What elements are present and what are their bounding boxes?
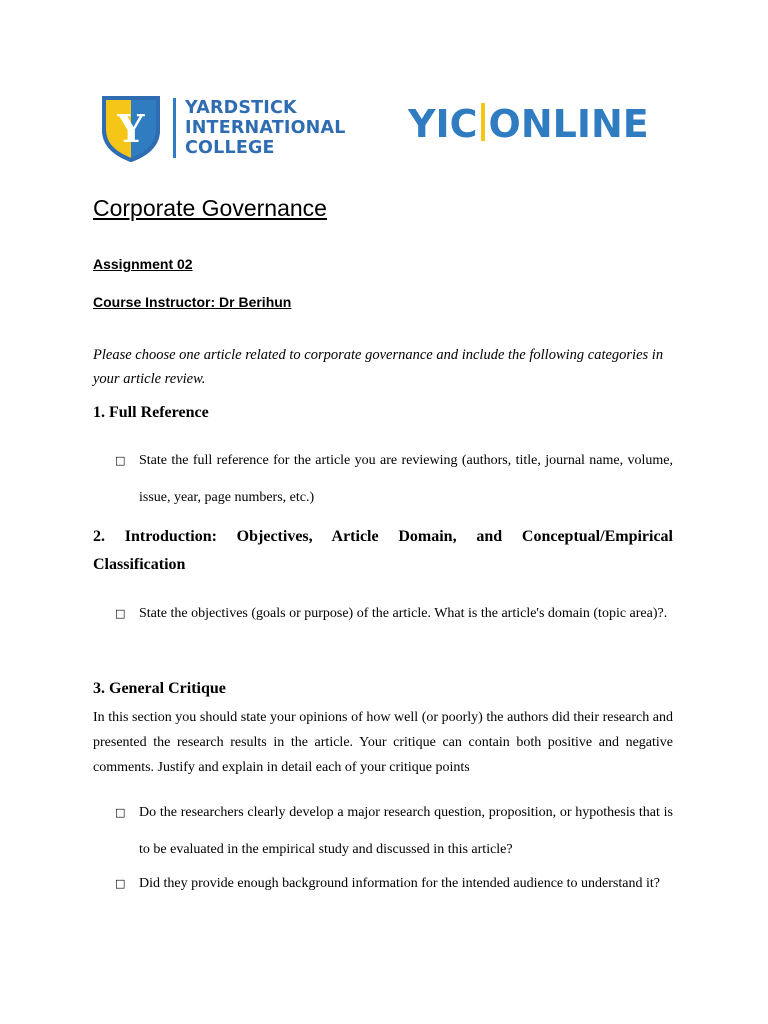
- bullet-glyph: □: [115, 806, 126, 819]
- bullet-glyph: □: [115, 607, 126, 620]
- section-heading-introduction: 2. Introduction: Objectives, Article Domain, and Conceptual/Empirical Classification: [93, 528, 673, 573]
- bullet-glyph: □: [115, 877, 126, 890]
- bullet-text: State the objectives (goals or purpose) of the article. What is the article's domain (topic area)?.: [139, 606, 668, 621]
- critique-paragraph: In this section you should state your opinions of how well (or poorly) the authors did their research and presented the research results in the article. Your critique can contain both positive and negative comments. Justify and explain in detail each of your critique points: [93, 710, 673, 775]
- document-title: Corporate Governance: [93, 195, 327, 221]
- yic-online-right: ONLINE: [488, 102, 649, 146]
- college-name-line-2: INTERNATIONAL: [185, 118, 346, 138]
- section-heading-full-reference: 1. Full Reference: [93, 404, 209, 421]
- bullet-item: [93, 794, 673, 868]
- college-name-line-3: COLLEGE: [185, 138, 275, 158]
- yic-online-left: YIC: [408, 102, 478, 146]
- shield-monogram: Y: [117, 106, 145, 151]
- page-header: [100, 94, 670, 164]
- bullet-item: [93, 865, 673, 902]
- section-heading-general-critique: 3. General Critique: [93, 680, 226, 697]
- instructions-paragraph: Please choose one article related to corporate governance and include the following categories in your article review.: [93, 347, 664, 387]
- college-shield-logo: [100, 94, 162, 162]
- bullet-item: [93, 442, 673, 516]
- college-name: [185, 98, 346, 158]
- yic-online-separator: [481, 103, 485, 141]
- college-name-line-1: YARDSTICK: [185, 98, 297, 118]
- course-instructor: Course Instructor: Dr Berihun: [93, 294, 292, 310]
- assignment-label: Assignment 02: [93, 256, 193, 272]
- bullet-text: State the full reference for the article you are reviewing (authors, title, journal name, volume, issue, year, page numbers, etc.): [139, 453, 673, 505]
- bullet-item: [93, 595, 673, 632]
- logo-divider: [173, 98, 176, 158]
- bullet-glyph: □: [115, 454, 126, 467]
- bullet-text: Do the researchers clearly develop a major research question, proposition, or hypothesis that is to be evaluated in the empirical study and discussed in this article?: [139, 805, 673, 857]
- yic-online-logo: [408, 102, 649, 146]
- bullet-text: Did they provide enough background information for the intended audience to understand it?: [139, 876, 660, 891]
